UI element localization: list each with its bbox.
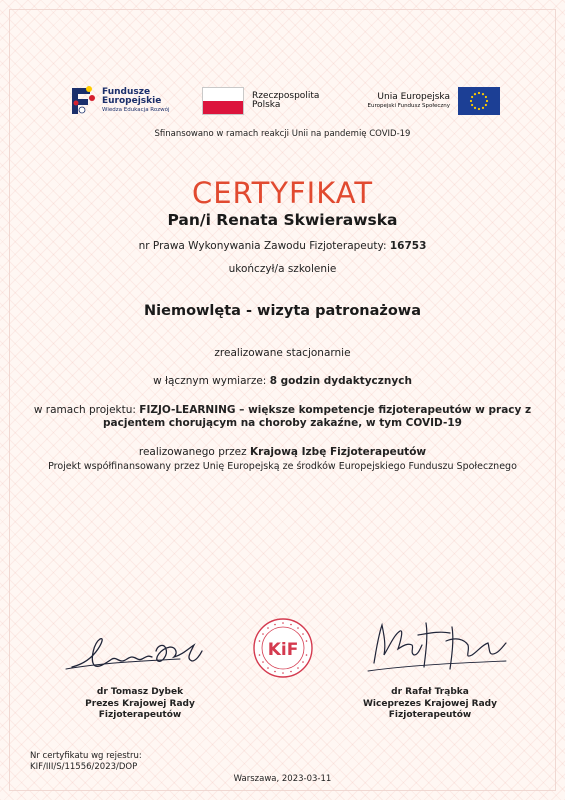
signer-2-name: dr Rafał Trąbka [391,687,469,697]
hours-prefix: w łącznym wymiarze: [153,375,267,387]
kif-seal-icon [252,617,314,679]
seal-text: KiF [267,640,299,660]
project-name: FIZJO-LEARNING – większe kompetencje fizjoterapeutów w pracy z pacjentem chorującym na choroby zakaźne, w tym COVID-19 [103,404,532,430]
hours-line [0,375,565,387]
registry-note [30,751,142,773]
signer-2-role1: Wiceprezes Krajowej Rady [363,698,497,709]
ue-logo-line1: Unia Europejska [377,92,450,103]
rzeczpospolita-polska-logo [202,85,342,117]
realized-line [0,446,565,458]
training-mode: zrealizowane stacjonarnie [214,347,351,359]
recipient-name: Pan/i Renata Skwierawska [167,211,398,229]
signature-tomasz-dybek [60,625,210,675]
fundusze-europejskie-icon [70,84,96,118]
ue-logo-line2: Europejski Fundusz Społeczny [367,102,450,109]
realized-prefix: realizowanego przez [138,446,247,458]
course-name: Niemowlęta - wizyta patronażowa [144,303,421,319]
signer-1-role2: Fizjoterapeutów [98,710,182,721]
signer-1-name: dr Tomasz Dybek [96,687,184,697]
fe-logo-line3: Wiedza Edukacja Rozwój [102,107,170,114]
license-line [0,240,565,252]
fe-logo-line1: Fundusze [102,87,151,98]
registry-number: KIF/III/S/11556/2023/DOP [30,762,138,773]
project-prefix: w ramach projektu: [33,404,136,416]
license-number: 16753 [389,240,427,252]
funding-note: Sfinansowano w ramach reakcji Unii na pandemię COVID-19 [154,129,411,139]
signer-1 [40,687,240,722]
hours-value: 8 godzin dydaktycznych [269,375,412,387]
certificate-title: CERTYFIKAT [191,176,374,210]
realized-by: Krajową Izbę Fizjoterapeutów [250,446,427,458]
signer-2-role2: Fizjoterapeutów [388,710,472,721]
license-prefix: nr Prawa Wykonywania Zawodu Fizjoterapeuty: [138,240,387,252]
registry-label: Nr certyfikatu wg rejestru: [30,751,142,761]
cofinancing-note: Projekt współfinansowany przez Unię Europejską ze środków Europejskiego Funduszu Społecznego [48,461,517,472]
signature-rafal-trabka [360,615,510,677]
project-line [30,404,535,430]
completed-text: ukończył/a szkolenie [228,263,337,275]
rp-logo-line1: Rzeczpospolita [252,90,320,101]
signer-1-role1: Prezes Krajowej Rady [85,698,195,709]
fe-logo-line2: Europejskie [102,96,162,107]
signer-2 [330,687,530,722]
fundusze-europejskie-logo [70,80,190,122]
unia-europejska-logo [350,85,500,117]
eu-flag-icon [458,87,500,115]
rp-logo-line2: Polska [252,100,281,110]
poland-flag-icon [202,87,244,115]
place-and-date: Warszawa, 2023-03-11 [233,774,332,784]
